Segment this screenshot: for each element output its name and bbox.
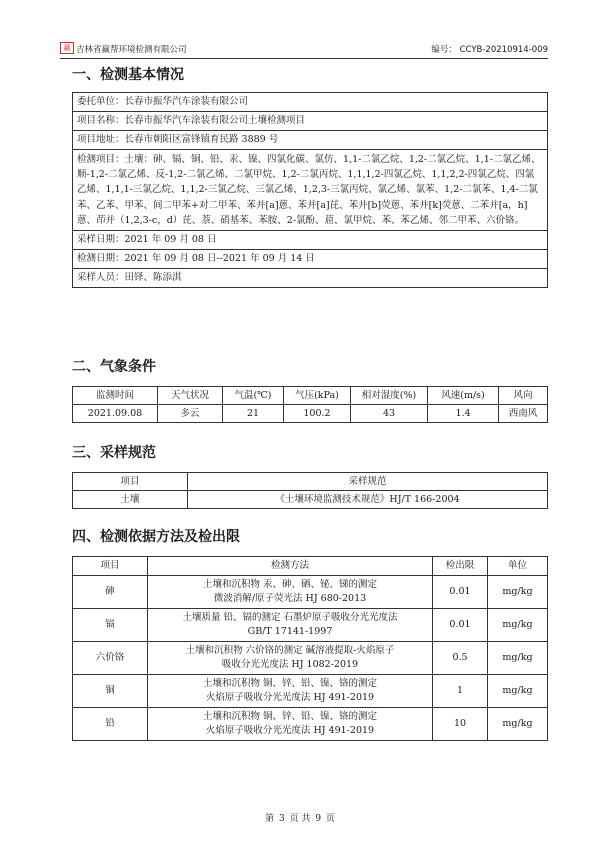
unit-cell: mg/kg — [488, 708, 548, 741]
method-cell — [148, 642, 433, 675]
table-row — [73, 405, 548, 423]
test-items-row: 检测项目：土壤：砷、镉、铜、铅、汞、镍、四氯化碳、氯仿、1,1-二氯乙烷、1,2-二氯乙烷、1,1-二氯乙烯、顺-1,2-二氯乙烯、反-1,2-二氯乙烯、二氯甲烷、1,2-二氯丙烷、1,1,1,2-四氯乙烷、1,1,2,2-四氯乙烷、四氯乙烯、1,1,1-三氯乙烷、1,1,2-三氯乙烷、三氯乙烯、1,2,3-三氯丙烷、氯乙烯、氯苯、1,2-二氯苯、1,4-二氯苯、乙苯、甲苯、间二甲苯+对二甲苯、苯并[a]蒽、苯并[a]芘、苯并[b]荧蒽、苯并[k]荧蒽、二苯并[a，h]蒽、茚并（1,2,3-c，d）芘、萘、硝基苯、苯胺、2-氯酚、䓛、氯甲烷、苯、苯乙烯、邻二甲苯、六价铬。 — [73, 150, 548, 231]
client-row: 委托单位：长春市振华汽车涂装有限公司 — [73, 93, 548, 112]
header-cell: 风速(m/s) — [428, 387, 499, 405]
table-cell: 2021.09.08 — [73, 405, 158, 423]
page-label: 第 — [265, 814, 275, 824]
item-cell: 六价铬 — [73, 642, 148, 675]
unit-cell: mg/kg — [488, 609, 548, 642]
limit-cell: 0.5 — [433, 642, 488, 675]
method-cell — [148, 708, 433, 741]
method-table — [72, 556, 548, 741]
item-cell: 镉 — [73, 609, 148, 642]
header-cell: 项目 — [73, 473, 188, 491]
header-cell: 检出限 — [433, 557, 488, 576]
limit-cell: 10 — [433, 708, 488, 741]
table-cell: 多云 — [158, 405, 223, 423]
header-cell: 采样规范 — [188, 473, 548, 491]
method-line: 土壤和沉积物 六价铬的测定 碱溶液提取-火焰原子 — [185, 645, 395, 656]
item-cell: 铅 — [73, 708, 148, 741]
method-line: 火焰原子吸收分光光度法 HJ 491-2019 — [205, 692, 375, 703]
table-cell: 《土壤环境监测技术规范》HJ/T 166-2004 — [188, 491, 548, 509]
method-cell — [148, 576, 433, 609]
item-cell: 砷 — [73, 576, 148, 609]
table-header-row — [73, 387, 548, 405]
company-logo-icon: 赢 — [60, 42, 74, 54]
report-number: 编号： CCYB-20210914-009 — [431, 45, 548, 55]
page-header — [60, 38, 548, 59]
page-footer — [0, 811, 600, 824]
method-line: 微波消解/原子荧光法 HJ 680-2013 — [213, 593, 367, 604]
unit-cell: mg/kg — [488, 576, 548, 609]
table-cell: 西南风 — [499, 405, 548, 423]
table-cell: 100.2 — [284, 405, 351, 423]
header-cell: 气温(℃) — [223, 387, 284, 405]
header-cell: 项目 — [73, 557, 148, 576]
table-row — [73, 675, 548, 708]
table-header-row — [73, 473, 548, 491]
section3-title: 三、采样规范 — [72, 445, 156, 461]
method-line: 土壤和沉积物 铜、锌、铅、镍、铬的测定 — [202, 711, 378, 722]
current-page-number: 3 — [278, 814, 285, 824]
table-row — [73, 609, 548, 642]
table-row — [73, 642, 548, 675]
sampling-standard-table — [72, 472, 548, 509]
method-line: 吸收分光光度法 HJ 1082-2019 — [221, 659, 359, 670]
table-cell: 43 — [351, 405, 428, 423]
method-cell — [148, 609, 433, 642]
total-pages-number: 9 — [315, 814, 322, 824]
limit-cell: 0.01 — [433, 609, 488, 642]
header-cell: 监测时间 — [73, 387, 158, 405]
header-cell: 检测方法 — [148, 557, 433, 576]
table-row — [73, 576, 548, 609]
project-name-row: 项目名称：长春市振华汽车涂装有限公司土壤检测项目 — [73, 112, 548, 131]
section2-title: 二、气象条件 — [72, 359, 156, 375]
org-name: 吉林省赢帮环境检测有限公司 — [76, 45, 187, 55]
method-line: GB/T 17141-1997 — [247, 626, 333, 637]
limit-cell: 1 — [433, 675, 488, 708]
sampler-row: 采样人员：田铎、陈添淇 — [73, 269, 548, 288]
unit-cell: mg/kg — [488, 642, 548, 675]
table-header-row — [73, 557, 548, 576]
basic-info-table — [72, 92, 548, 288]
table-row — [73, 491, 548, 509]
method-line: 火焰原子吸收分光光度法 HJ 491-2019 — [205, 725, 375, 736]
table-cell: 1.4 — [428, 405, 499, 423]
table-row — [73, 708, 548, 741]
item-cell: 铜 — [73, 675, 148, 708]
method-line: 土壤和沉积物 汞、砷、硒、铋、锑的测定 — [202, 579, 378, 590]
header-cell: 风向 — [499, 387, 548, 405]
method-cell — [148, 675, 433, 708]
limit-cell: 0.01 — [433, 576, 488, 609]
header-cell: 天气状况 — [158, 387, 223, 405]
sampling-date-row: 采样日期：2021 年 09 月 08 日 — [73, 231, 548, 250]
table-cell: 土壤 — [73, 491, 188, 509]
test-date-row: 检测日期：2021 年 09 月 08 日--2021 年 09 月 14 日 — [73, 250, 548, 269]
table-cell: 21 — [223, 405, 284, 423]
page-label: 页 共 — [289, 814, 311, 824]
project-address-row: 项目地址：长春市朝阳区富锋镇育民路 3889 号 — [73, 131, 548, 150]
weather-table — [72, 386, 548, 423]
header-cell: 单位 — [488, 557, 548, 576]
section4-title: 四、检测依据方法及检出限 — [72, 529, 240, 545]
method-line: 土壤质量 铅、镉的测定 石墨炉原子吸收分光光度法 — [182, 612, 398, 623]
section1-title: 一、检测基本情况 — [72, 67, 184, 83]
header-cell: 相对湿度(%) — [351, 387, 428, 405]
page-label: 页 — [325, 814, 335, 824]
header-cell: 气压(kPa) — [284, 387, 351, 405]
method-line: 土壤和沉积物 铜、锌、铅、镍、铬的测定 — [202, 678, 378, 689]
unit-cell: mg/kg — [488, 675, 548, 708]
